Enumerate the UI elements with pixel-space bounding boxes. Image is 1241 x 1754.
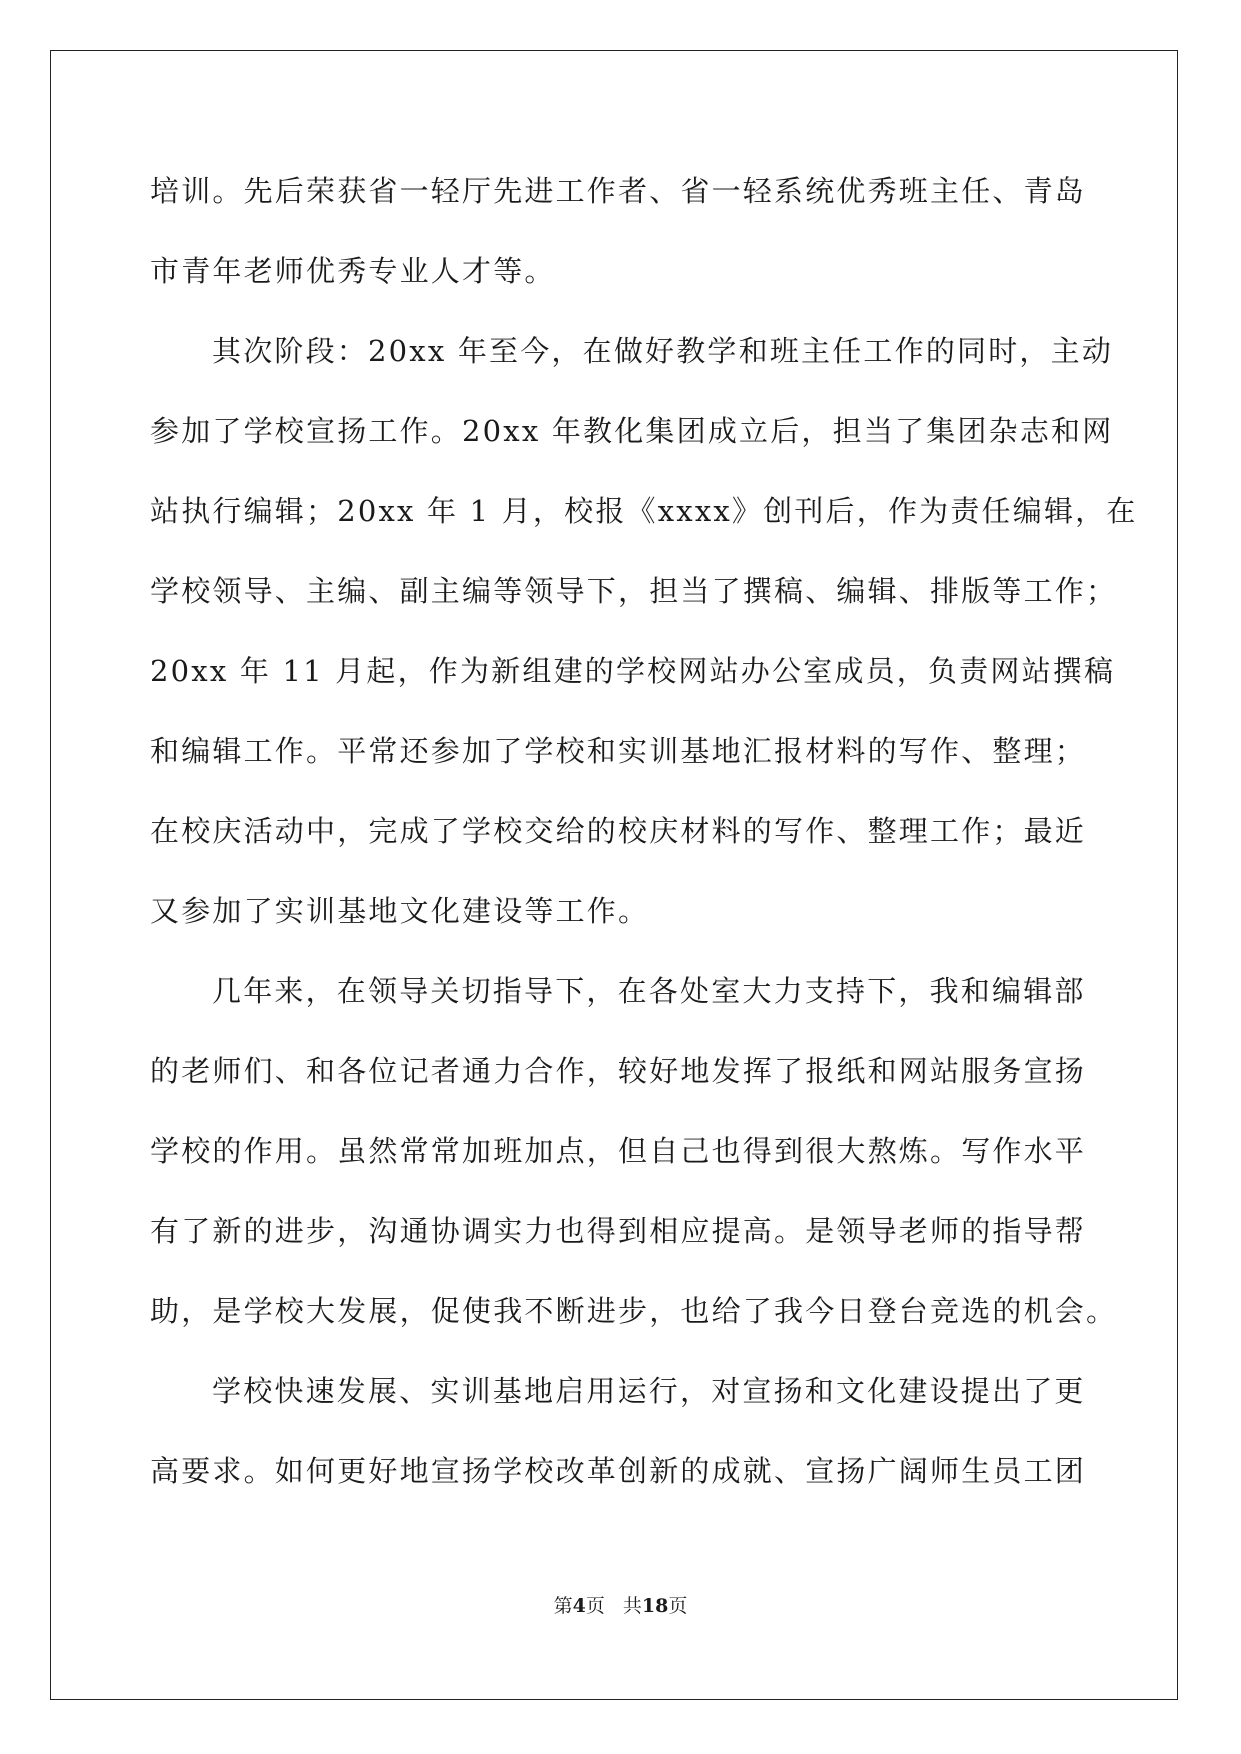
- page-number: 4: [572, 1595, 586, 1617]
- text-line: 学校的作用。虽然常常加班加点，但自己也得到很大熬炼。写作水平: [150, 1134, 1087, 1168]
- document-body: [150, 163, 1138, 1523]
- total-prefix: 共: [622, 1595, 642, 1617]
- text-line: 20xx 年 11 月起，作为新组建的学校网站办公室成员，负责网站撰稿: [150, 654, 1116, 688]
- page-prefix: 第: [553, 1595, 573, 1617]
- text-line: 高要求。如何更好地宣扬学校改革创新的成就、宣扬广阔师生员工团: [150, 1454, 1087, 1488]
- paragraph-start-line: 其次阶段：20xx 年至今，在做好教学和班主任工作的同时，主动: [212, 334, 1114, 368]
- text-line: 助，是学校大发展，促使我不断进步，也给了我今日登台竞选的机会。: [150, 1294, 1118, 1328]
- text-line: 市青年老师优秀专业人才等。: [150, 254, 556, 288]
- paragraph-start-line: 几年来，在领导关切指导下，在各处室大力支持下，我和编辑部: [212, 974, 1086, 1008]
- text-line: 在校庆活动中，完成了学校交给的校庆材料的写作、整理工作；最近: [150, 814, 1087, 848]
- text-line: 学校领导、主编、副主编等领导下，担当了撰稿、编辑、排版等工作；: [150, 574, 1118, 608]
- total-suffix: 页: [668, 1595, 688, 1617]
- page-footer: [0, 1594, 1241, 1618]
- text-line: 站执行编辑；20xx 年 1 月，校报《xxxx》创刊后，作为责任编辑，在: [150, 494, 1138, 528]
- paragraph-start-line: 学校快速发展、实训基地启用运行，对宣扬和文化建设提出了更: [212, 1374, 1086, 1408]
- text-line: 培训。先后荣获省一轻厅先进工作者、省一轻系统优秀班主任、青岛: [150, 174, 1087, 208]
- page-suffix: 页: [585, 1595, 605, 1617]
- text-line: 的老师们、和各位记者通力合作，较好地发挥了报纸和网站服务宣扬: [150, 1054, 1087, 1088]
- text-line: 和编辑工作。平常还参加了学校和实训基地汇报材料的写作、整理；: [150, 734, 1087, 768]
- text-line: 有了新的进步，沟通协调实力也得到相应提高。是领导老师的指导帮: [150, 1214, 1087, 1248]
- total-pages: 18: [641, 1595, 669, 1617]
- text-line: 参加了学校宣扬工作。20xx 年教化集团成立后，担当了集团杂志和网: [150, 414, 1114, 448]
- text-line: 又参加了实训基地文化建设等工作。: [150, 894, 650, 928]
